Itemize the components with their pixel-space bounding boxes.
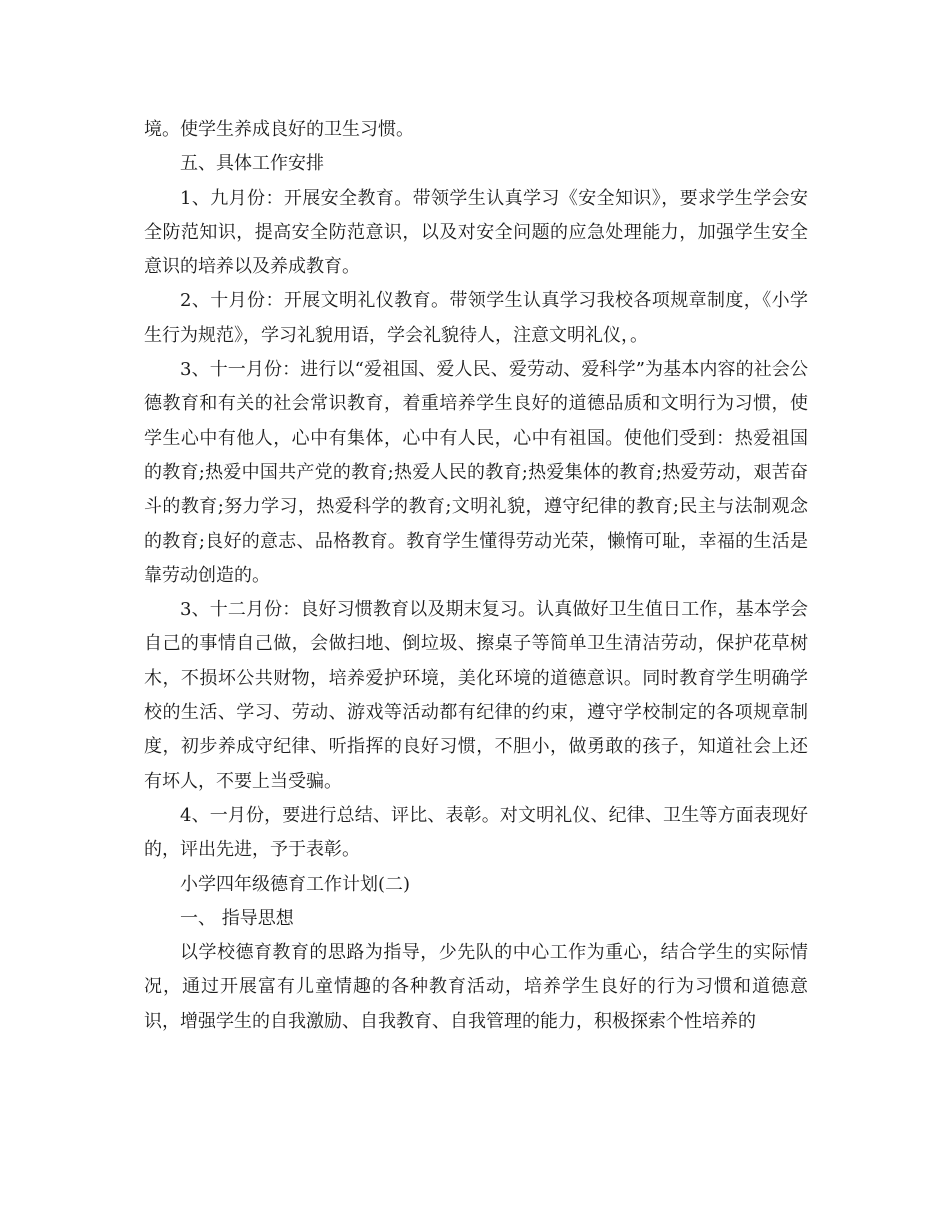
document-page [144,113,808,1039]
paragraph-september: 1、九月份：开展安全教育。带领学生认真学习《安全知识》，要求学生学会安全防范知识，提高安全防范意识，以及对安全问题的应急处理能力，加强学生安全意识的培养以及养成教育。 [144,187,808,278]
paragraph-continuation: 境。使学生养成良好的卫生习惯。 [144,119,414,140]
paragraph-guiding-ideology: 以学校德育教育的思路为指导，少先队的中心工作为重心，结合学生的实际情况，通过开展富有儿童情趣的各种教育活动，培养学生良好的行为习惯和道德意识，增强学生的自我激励、自我教育、自我管理的能力，积极探索个性培养的 [144,942,808,1032]
section-heading-guiding-ideology: 一、 指导思想 [180,907,294,929]
section-heading-work-arrangement: 五、具体工作安排 [180,153,324,175]
paragraph-december: 3、十二月份：良好习惯教育以及期末复习。认真做好卫生值日工作，基本学会自己的事情自己做，会做扫地、倒垃圾、擦桌子等简单卫生清洁劳动，保护花草树木，不损坏公共财物，培养爱护环境，美化环境的道德意识。同时教育学生明确学校的生活、学习、劳动、游戏等活动都有纪律的约束，遵守学校制定的各项规章制度，初步养成守纪律、听指挥的良好习惯，不胆小，做勇敢的孩子，知道社会上还有坏人，不要上当受骗。 [144,599,808,792]
paragraph-january: 4、一月份，要进行总结、评比、表彰。对文明礼仪、纪律、卫生等方面表现好的，评出先进，予于表彰。 [144,804,808,861]
paragraph-november: 3、十一月份：进行以“爱祖国、爱人民、爱劳动、爱科学”为基本内容的社会公德教育和有关的社会常识教育，着重培养学生良好的道德品质和文明行为习惯，使学生心中有他人，心中有集体，心中有人民，心中有祖国。使他们受到：热爱祖国的教育;热爱中国共产党的教育;热爱人民的教育;热爱集体的教育;热爱劳动，艰苦奋斗的教育;努力学习，热爱科学的教育;文明礼貌，遵守纪律的教育;民主与法制观念的教育;良好的意志、品格教育。教育学生懂得劳动光荣，懒惰可耻，幸福的生活是靠劳动创造的。 [144,359,808,586]
plan-title-two: 小学四年级德育工作计划(二) [180,873,411,895]
paragraph-october: 2、十月份：开展文明礼仪教育。带领学生认真学习我校各项规章制度，《小学生行为规范》，学习礼貌用语，学会礼貌待人，注意文明礼仪，。 [144,290,808,346]
